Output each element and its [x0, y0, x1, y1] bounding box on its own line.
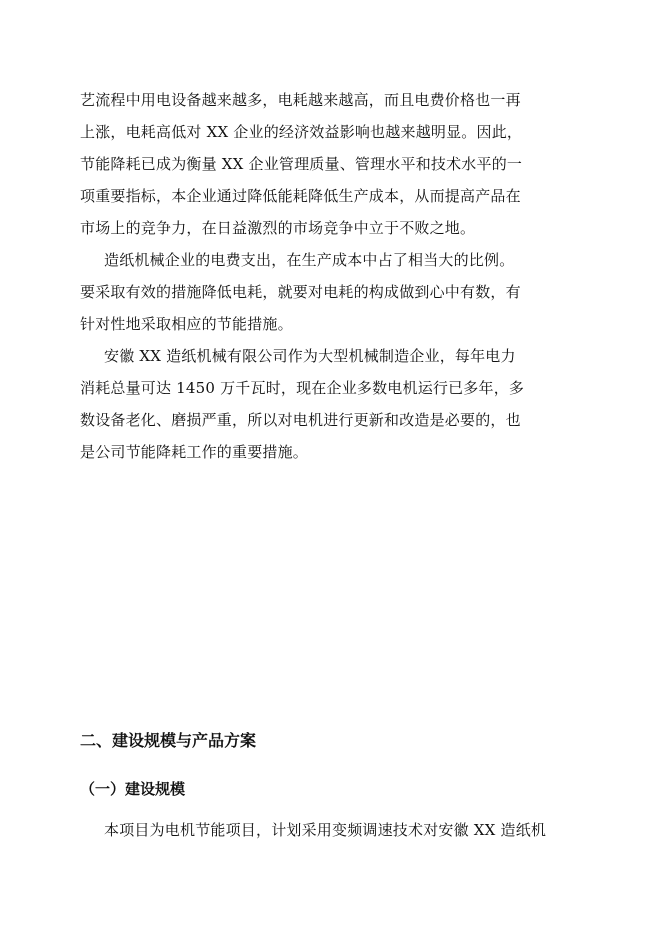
paragraph-energy-consumption	[80, 84, 570, 244]
text-line: 项重要指标，本企业通过降低能耗降低生产成本，从而提高产品在	[80, 187, 521, 205]
subsection-heading: （一）建设规模	[80, 780, 186, 798]
text-line: 本项目为电机节能项目，计划采用变频调速技术对安徽 XX 造纸机	[104, 821, 547, 839]
text-line: 安徽 XX 造纸机械有限公司作为大型机械制造企业，每年电力	[104, 347, 516, 365]
text-line: 消耗总量可达 1450 万千瓦时，现在企业多数电机运行已多年，多	[80, 379, 525, 397]
paragraph-project-scope	[80, 814, 570, 846]
text-line: 市场上的竞争力，在日益激烈的市场竞争中立于不败之地。	[80, 219, 476, 237]
text-line: 要采取有效的措施降低电耗，就要对电耗的构成做到心中有数，有	[80, 283, 521, 301]
section-heading: 二、建设规模与产品方案	[80, 731, 257, 750]
text-line: 数设备老化、磨损严重，所以对电机进行更新和改造是必要的，也	[80, 411, 521, 429]
text-line: 艺流程中用电设备越来越多，电耗越来越高，而且电费价格也一再	[80, 91, 521, 109]
text-line: 上涨，电耗高低对 XX 企业的经济效益影响也越来越明显。因此，	[80, 123, 523, 141]
text-line: 节能降耗已成为衡量 XX 企业管理质量、管理水平和技术水平的一	[80, 155, 523, 173]
text-line: 针对性地采取相应的节能措施。	[80, 315, 293, 333]
text-line: 是公司节能降耗工作的重要措施。	[80, 443, 309, 461]
text-line: 造纸机械企业的电费支出，在生产成本中占了相当大的比例。	[104, 251, 515, 269]
paragraph-electricity-cost	[80, 244, 570, 340]
paragraph-company-overview	[80, 340, 570, 468]
